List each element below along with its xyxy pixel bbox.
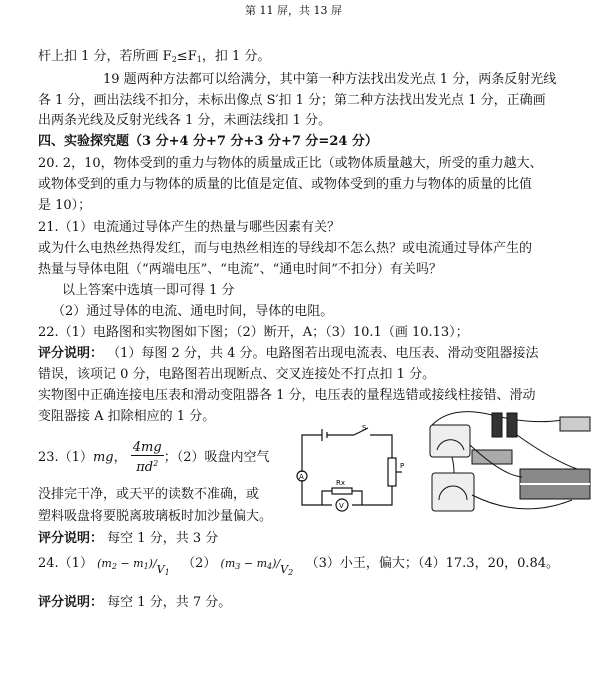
fraction-4mg-over-pid2: $\frac{4mg}{\pi d^2}$ [132, 440, 162, 475]
text-line: 出两条光线及反射光线各 1 分，未画法线扣 1 分。 [38, 113, 332, 128]
resistor-label: Rx [336, 479, 346, 487]
text-line: （2）通过导体的电流、通电时间，导体的电阻。 [52, 304, 334, 319]
text-line: 或为什么电热丝热得发红，而与电热丝相连的导线却不怎么热？或电流通过导体产生的 [38, 241, 533, 256]
page-header: 第 11 屏，共 13 屏 [245, 4, 342, 17]
answer-23-line: 23.（1）mg， $\frac{4mg}{\pi d^2}$ ；（2）吸盘内空气 [38, 440, 270, 475]
switch-label: S [362, 424, 367, 432]
scoring-note-line: 评分说明： （1）每图 2 分，共 4 分。电路图若出现电流表、电压表、滑动变阻器接法 [38, 346, 539, 361]
physical-circuit-illustration [412, 405, 602, 530]
section-heading: 四、实验探究题（3 分+4 分+7 分+3 分+7 分=24 分） [38, 134, 378, 149]
text-line: 22.（1）电路图和实物图如下图；（2）断开，A；（3）10.1（画 10.13）； [38, 325, 469, 340]
text-line: 19 题两种方法都可以给满分，其中第一种方法找出发光点 1 分，两条反射光线 [103, 72, 557, 87]
text-line: 或物体受到的重力与物体的质量的比值是定值、或物体受到的重力与物体的质量的比值 [38, 177, 533, 192]
text-line: 杆上扣 1 分，若所画 $F_2\le F_1$，扣 1 分。 [38, 49, 271, 64]
text-line: 塑料吸盘将要脱离玻璃板时加沙量偏大。 [38, 509, 273, 524]
answer-24-line: 24.（1） $(m_2 - m_1)/V_1$ （2） $(m_3 - m_4)/V_2$ （3）小王，偏大；（4）17.3，20，0.84。 [38, 555, 559, 581]
text-line: 20. 2，10，物体受到的重力与物体的质量成正比（或物体质量越大，所受的重力越大、 [38, 156, 543, 171]
formula-24-2: $(m_3 - m_4)/V_2$ [220, 557, 294, 577]
text-line: 是 10）； [38, 198, 92, 213]
text-line: 以上答案中选填一即可得 1 分 [62, 283, 235, 298]
rheostat-label: P [400, 462, 405, 470]
scoring-note-line: 评分说明： 每空 1 分，共 7 分。 [38, 595, 232, 610]
text-line: 各 1 分，画出法线不扣分，未标出像点 S′扣 1 分；第二种方法找出发光点 1 分，正确画 [38, 93, 546, 108]
text-line: 变阻器接 A 扣除相应的 1 分。 [38, 409, 216, 424]
text-line: 没排完干净，或天平的读数不准确，或 [38, 487, 260, 502]
circuit-diagram [292, 420, 412, 520]
text-line: 21.（1）电流通过导体产生的热量与哪些因素有关？ [38, 220, 340, 235]
text-line: 错误，该项记 0 分，电路图若出现断点、交叉连接处不打点扣 1 分。 [38, 367, 436, 382]
voltmeter-label: V [339, 502, 344, 510]
text-line: 实物图中正确连接电压表和滑动变阻器各 1 分，电压表的量程选错或接线柱接错、滑动 [38, 388, 536, 403]
ammeter-label: A [299, 473, 304, 481]
formula-24-1: $(m_2 - m_1)/V_1$ [97, 557, 170, 577]
text-line: 热量与导体电阻（“两端电压”、“电流”、“通电时间”不扣分）有关吗？ [38, 262, 442, 277]
scoring-note-line: 评分说明： 每空 1 分，共 3 分 [38, 531, 219, 546]
